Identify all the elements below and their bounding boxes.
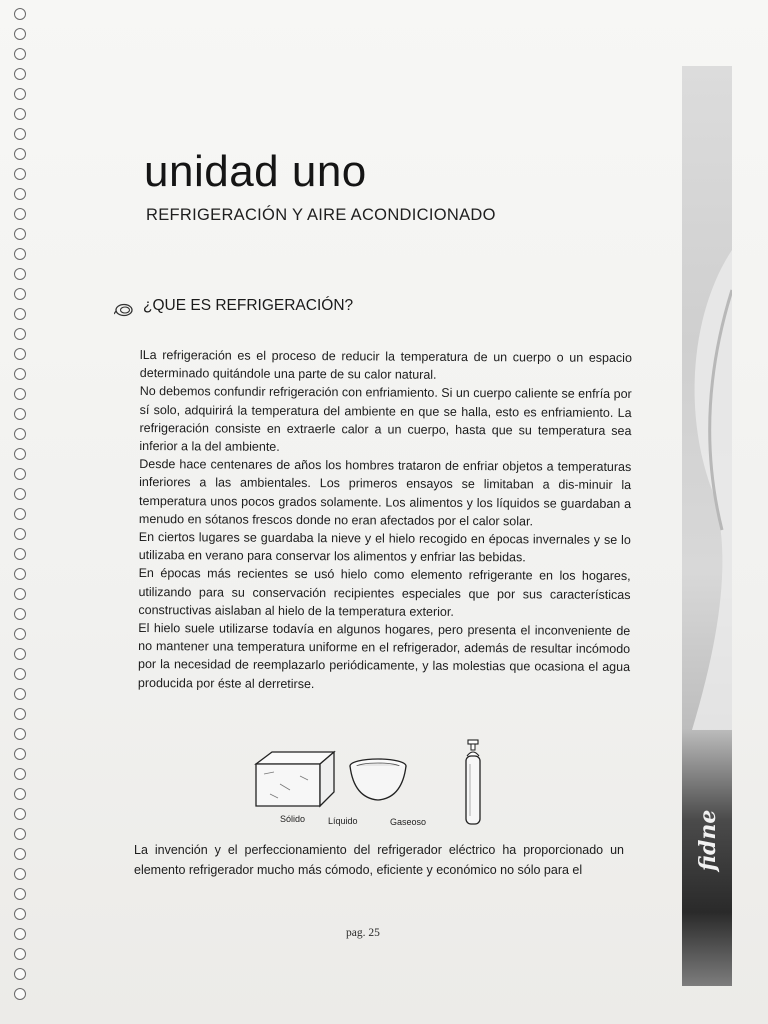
spiral-hole <box>14 468 26 480</box>
spiral-hole <box>14 748 26 760</box>
spiral-hole <box>14 768 26 780</box>
spiral-hole <box>14 848 26 860</box>
spiral-hole <box>14 8 26 20</box>
ice-block-drawing <box>256 752 334 806</box>
spiral-hole <box>14 888 26 900</box>
section-heading: ¿QUE ES REFRIGERACIÓN? <box>143 297 354 314</box>
spiral-hole <box>14 108 26 120</box>
spiral-hole <box>14 708 26 720</box>
paragraph: En ciertos lugares se guardaba la nieve y el hielo recogido en épocas invernales y se lo utilizaba en verano para conservar los alimentos y enfriar las bebidas. <box>138 530 631 565</box>
spiral-hole <box>14 968 26 980</box>
spiral-hole <box>14 788 26 800</box>
spiral-hole <box>14 268 26 280</box>
paragraph: lLa refrigeración es el proceso de reducir la temperatura de un cuerpo o un espacio determinado quitándole una parte de su calor natural. <box>139 347 632 383</box>
spiral-hole <box>14 28 26 40</box>
spiral-hole <box>14 948 26 960</box>
spiral-hole <box>14 688 26 700</box>
spiral-hole <box>14 328 26 340</box>
paragraph: No debemos confundir refrigeración con enfriamiento. Si un cuerpo caliente se enfría por sí solo, adquirirá la temperatura del ambiente en que se halla, esto es enfriamiento. La refrigeración consiste en extraerle calor a un cuerpo, hasta que su temperatura sea inferior a la del ambiente. <box>139 384 632 454</box>
spiral-hole <box>14 868 26 880</box>
spiral-hole <box>14 168 26 180</box>
spiral-hole <box>14 908 26 920</box>
spiral-hole <box>14 408 26 420</box>
spiral-hole <box>14 248 26 260</box>
unit-subtitle: REFRIGERACIÓN Y AIRE ACONDICIONADO <box>146 206 496 224</box>
spiral-hole <box>14 448 26 460</box>
spiral-hole <box>14 808 26 820</box>
unit-title: unidad uno <box>144 147 367 196</box>
spiral-hole <box>14 148 26 160</box>
sidebar-brand: fidne <box>695 809 721 871</box>
body-text <box>138 346 632 695</box>
spiral-hole <box>14 608 26 620</box>
spiral-hole <box>14 668 26 680</box>
label-liquid: Líquido <box>328 816 358 826</box>
label-gaseous: Gaseoso <box>390 817 427 827</box>
closing-text <box>134 840 624 880</box>
spiral-hole <box>14 208 26 220</box>
closing-paragraph: La invención y el perfeccionamiento del refrigerador eléctrico ha proporcionado un elemento refrigerador mucho más cómodo, eficiente y económico no sólo para el <box>134 843 624 877</box>
spiral-hole <box>14 828 26 840</box>
spiral-hole <box>14 428 26 440</box>
label-solid: Sólido <box>280 814 306 824</box>
spiral-hole <box>14 528 26 540</box>
spiral-hole <box>14 388 26 400</box>
spiral-hole <box>14 588 26 600</box>
states-of-matter-illustration <box>250 734 500 830</box>
spiral-hole <box>14 128 26 140</box>
bowl-drawing <box>350 759 406 800</box>
spiral-hole <box>14 48 26 60</box>
gas-cylinder-drawing <box>466 740 480 824</box>
spiral-hole <box>14 728 26 740</box>
spiral-hole <box>14 88 26 100</box>
paragraph: El hielo suele utilizarse todavía en algunos hogares, pero presenta el inconveniente de no mantener una temperatura uniforme en el refrigerador, además de resultar incómodo por la necesidad de reemplazarlo periódicamente, y las molestias que ocasiona el agua producida por éste al derretirse. <box>137 621 631 691</box>
page-number: pag. 25 <box>346 927 380 939</box>
swirl-icon <box>114 302 134 318</box>
spiral-hole <box>14 228 26 240</box>
side-strip-wave <box>682 250 732 730</box>
spiral-hole <box>14 648 26 660</box>
spiral-hole <box>14 988 26 1000</box>
spiral-binding <box>8 8 34 1008</box>
paragraph: Desde hace centenares de años los hombres trataron de enfriar objetos a temperaturas inferiores a las ambientales. Los primeros ensayos se limitaban a dis-minuir la temperatura unos pocos grados solamente. Los alimentos y los líquidos se guardaban a menudo en sótanos frescos donde no eran afectados por el calor solar. <box>138 457 632 529</box>
spiral-hole <box>14 548 26 560</box>
paragraph: En épocas más recientes se usó hielo como elemento refrigerante en los hogares, utilizando para su conservación recipientes especiales que por sus características constructivas aislaban al hielo de la temperatura exterior. <box>138 566 631 619</box>
spiral-hole <box>14 508 26 520</box>
spiral-hole <box>14 288 26 300</box>
spiral-hole <box>14 68 26 80</box>
spiral-hole <box>14 488 26 500</box>
spiral-hole <box>14 348 26 360</box>
spiral-hole <box>14 188 26 200</box>
spiral-hole <box>14 928 26 940</box>
spiral-hole <box>14 368 26 380</box>
spiral-hole <box>14 628 26 640</box>
spiral-hole <box>14 568 26 580</box>
spiral-hole <box>14 308 26 320</box>
